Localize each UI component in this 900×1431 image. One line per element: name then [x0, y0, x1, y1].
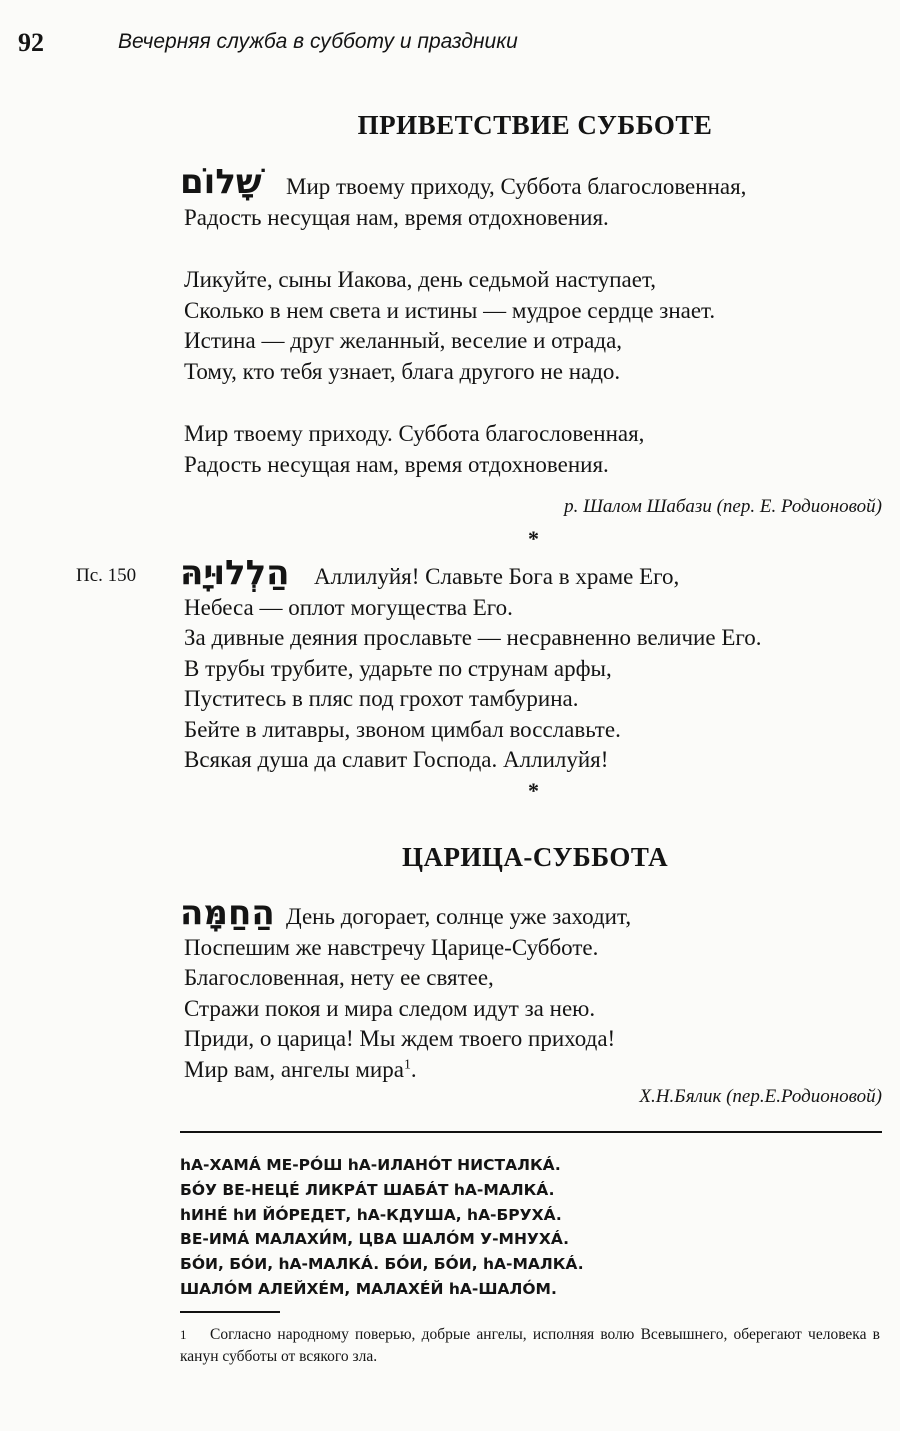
greeting-stanza-3: [184, 419, 644, 480]
footnote-mark: 1: [180, 1327, 187, 1342]
hebrew-word-hachamah: הַחַמָּה: [180, 893, 275, 933]
verse-line: Тому, кто тебя узнает, блага другого не надо.: [184, 358, 621, 384]
section-title-queen-sabbath: ЦАРИЦА-СУББОТА: [401, 842, 669, 872]
verse-line: Мир твоему приходу, Суббота благословенная,: [286, 174, 747, 199]
hebrew-word-halleluyah: הַלְלוּיָהּ: [180, 553, 290, 593]
hebrew-word-shalom: שָׁלוֹם: [180, 162, 262, 202]
psalm-150-text: [184, 562, 761, 776]
verse-line-last: [184, 1055, 631, 1086]
verse-line: Бейте в литавры, звоном цимбал восславьте.: [184, 716, 621, 742]
psalm-reference: Пс. 150: [76, 565, 137, 586]
verse-line: Мир твоему приходу. Суббота благословенная,: [184, 421, 645, 446]
verse-line: Радость несущая нам, время отдохновения.: [184, 204, 609, 230]
verse-line: Приди, о царица! Мы ждем твоего прихода!: [184, 1026, 616, 1051]
footnote-text: Согласно народному поверью, добрые ангелы, исполняя волю Всевышнего, оберегают человека в канун субботы от всякого зла.: [180, 1326, 880, 1365]
verse-line: Истина — друг желанный, веселие и отрада,: [184, 328, 623, 353]
section-separator: *: [528, 526, 539, 551]
footnote-divider: [180, 1311, 280, 1313]
transliteration-line: БÓИ, БÓИ, hА-МАЛКÁ. БÓИ, БÓИ, hА-МАЛКÁ.: [180, 1255, 584, 1274]
transliteration-line: ВЕ-ИМÁ МАЛАХИ́М, ЦВА ШАЛÓМ У-МНУХÁ.: [180, 1230, 569, 1249]
running-title: Вечерняя служба в субботу и праздники: [118, 30, 518, 53]
verse-line: Поспешим же навстречу Царице-Субботе.: [184, 934, 599, 960]
verse-line: Сколько в нем света и истины — мудрое сердце знает.: [184, 297, 716, 323]
greeting-stanza-1: [184, 172, 746, 233]
verse-line: Радость несущая нам, время отдохновения.: [184, 451, 609, 477]
verse-line: Аллилуйя! Славьте Бога в храме Его,: [314, 564, 680, 589]
verse-line: Благословенная, нету ее святее,: [184, 965, 494, 990]
verse-line: Всякая душа да славит Господа. Аллилуйя!: [184, 747, 609, 772]
verse-line: Небеса — оплот могущества Его.: [184, 594, 513, 620]
attribution-bialik: Х.Н.Бялик (пер.Е.Родионовой): [639, 1086, 882, 1107]
transliteration-line: ШАЛÓМ АЛЕЙХÉМ, МАЛАХÉЙ hА-ШАЛÓМ.: [180, 1279, 557, 1298]
footnote: [180, 1324, 880, 1368]
transliteration-block: [180, 1153, 584, 1302]
verse-line: День догорает, солнце уже заходит,: [286, 904, 632, 929]
transliteration-line: БÓУ ВЕ-НЕЦÉ ЛИКРÁТ ШАБÁТ hА-МАЛКÁ.: [180, 1180, 555, 1199]
section-title-greeting: ПРИВЕТСТВИЕ СУББОТЕ: [357, 110, 713, 140]
verse-line: За дивные деяния прославьте — несравненно величие Его.: [184, 625, 762, 650]
verse-line: Ликуйте, сыны Иакова, день седьмой наступает,: [184, 267, 657, 292]
transliteration-divider: [180, 1131, 882, 1133]
transliteration-line: hА-ХАМÁ МЕ-РÓШ hА-ИЛАНÓТ НИСТАЛКÁ.: [180, 1156, 561, 1174]
verse-line-text: Мир вам, ангелы мира: [184, 1056, 404, 1082]
end-punctuation: .: [410, 1056, 417, 1082]
section-separator: *: [528, 778, 539, 803]
attribution-shabazi: р. Шалом Шабази (пер. Е. Родионовой): [564, 496, 882, 517]
verse-line: Стражи покоя и мира следом идут за нею.: [184, 995, 596, 1021]
footnote-reference[interactable]: 1: [403, 1055, 411, 1071]
page-number: 92: [18, 28, 44, 57]
verse-line: Пуститесь в пляс под грохот тамбурина.: [184, 686, 579, 711]
verse-line: В трубы трубите, ударьте по струнам арфы,: [184, 655, 612, 681]
greeting-stanza-2: [184, 265, 715, 387]
queen-sabbath-poem: [184, 902, 631, 1085]
transliteration-line: hИНÉ hИ ЙÓРЕДЕТ, hА-КДУША, hА-БРУХÁ.: [180, 1205, 562, 1224]
